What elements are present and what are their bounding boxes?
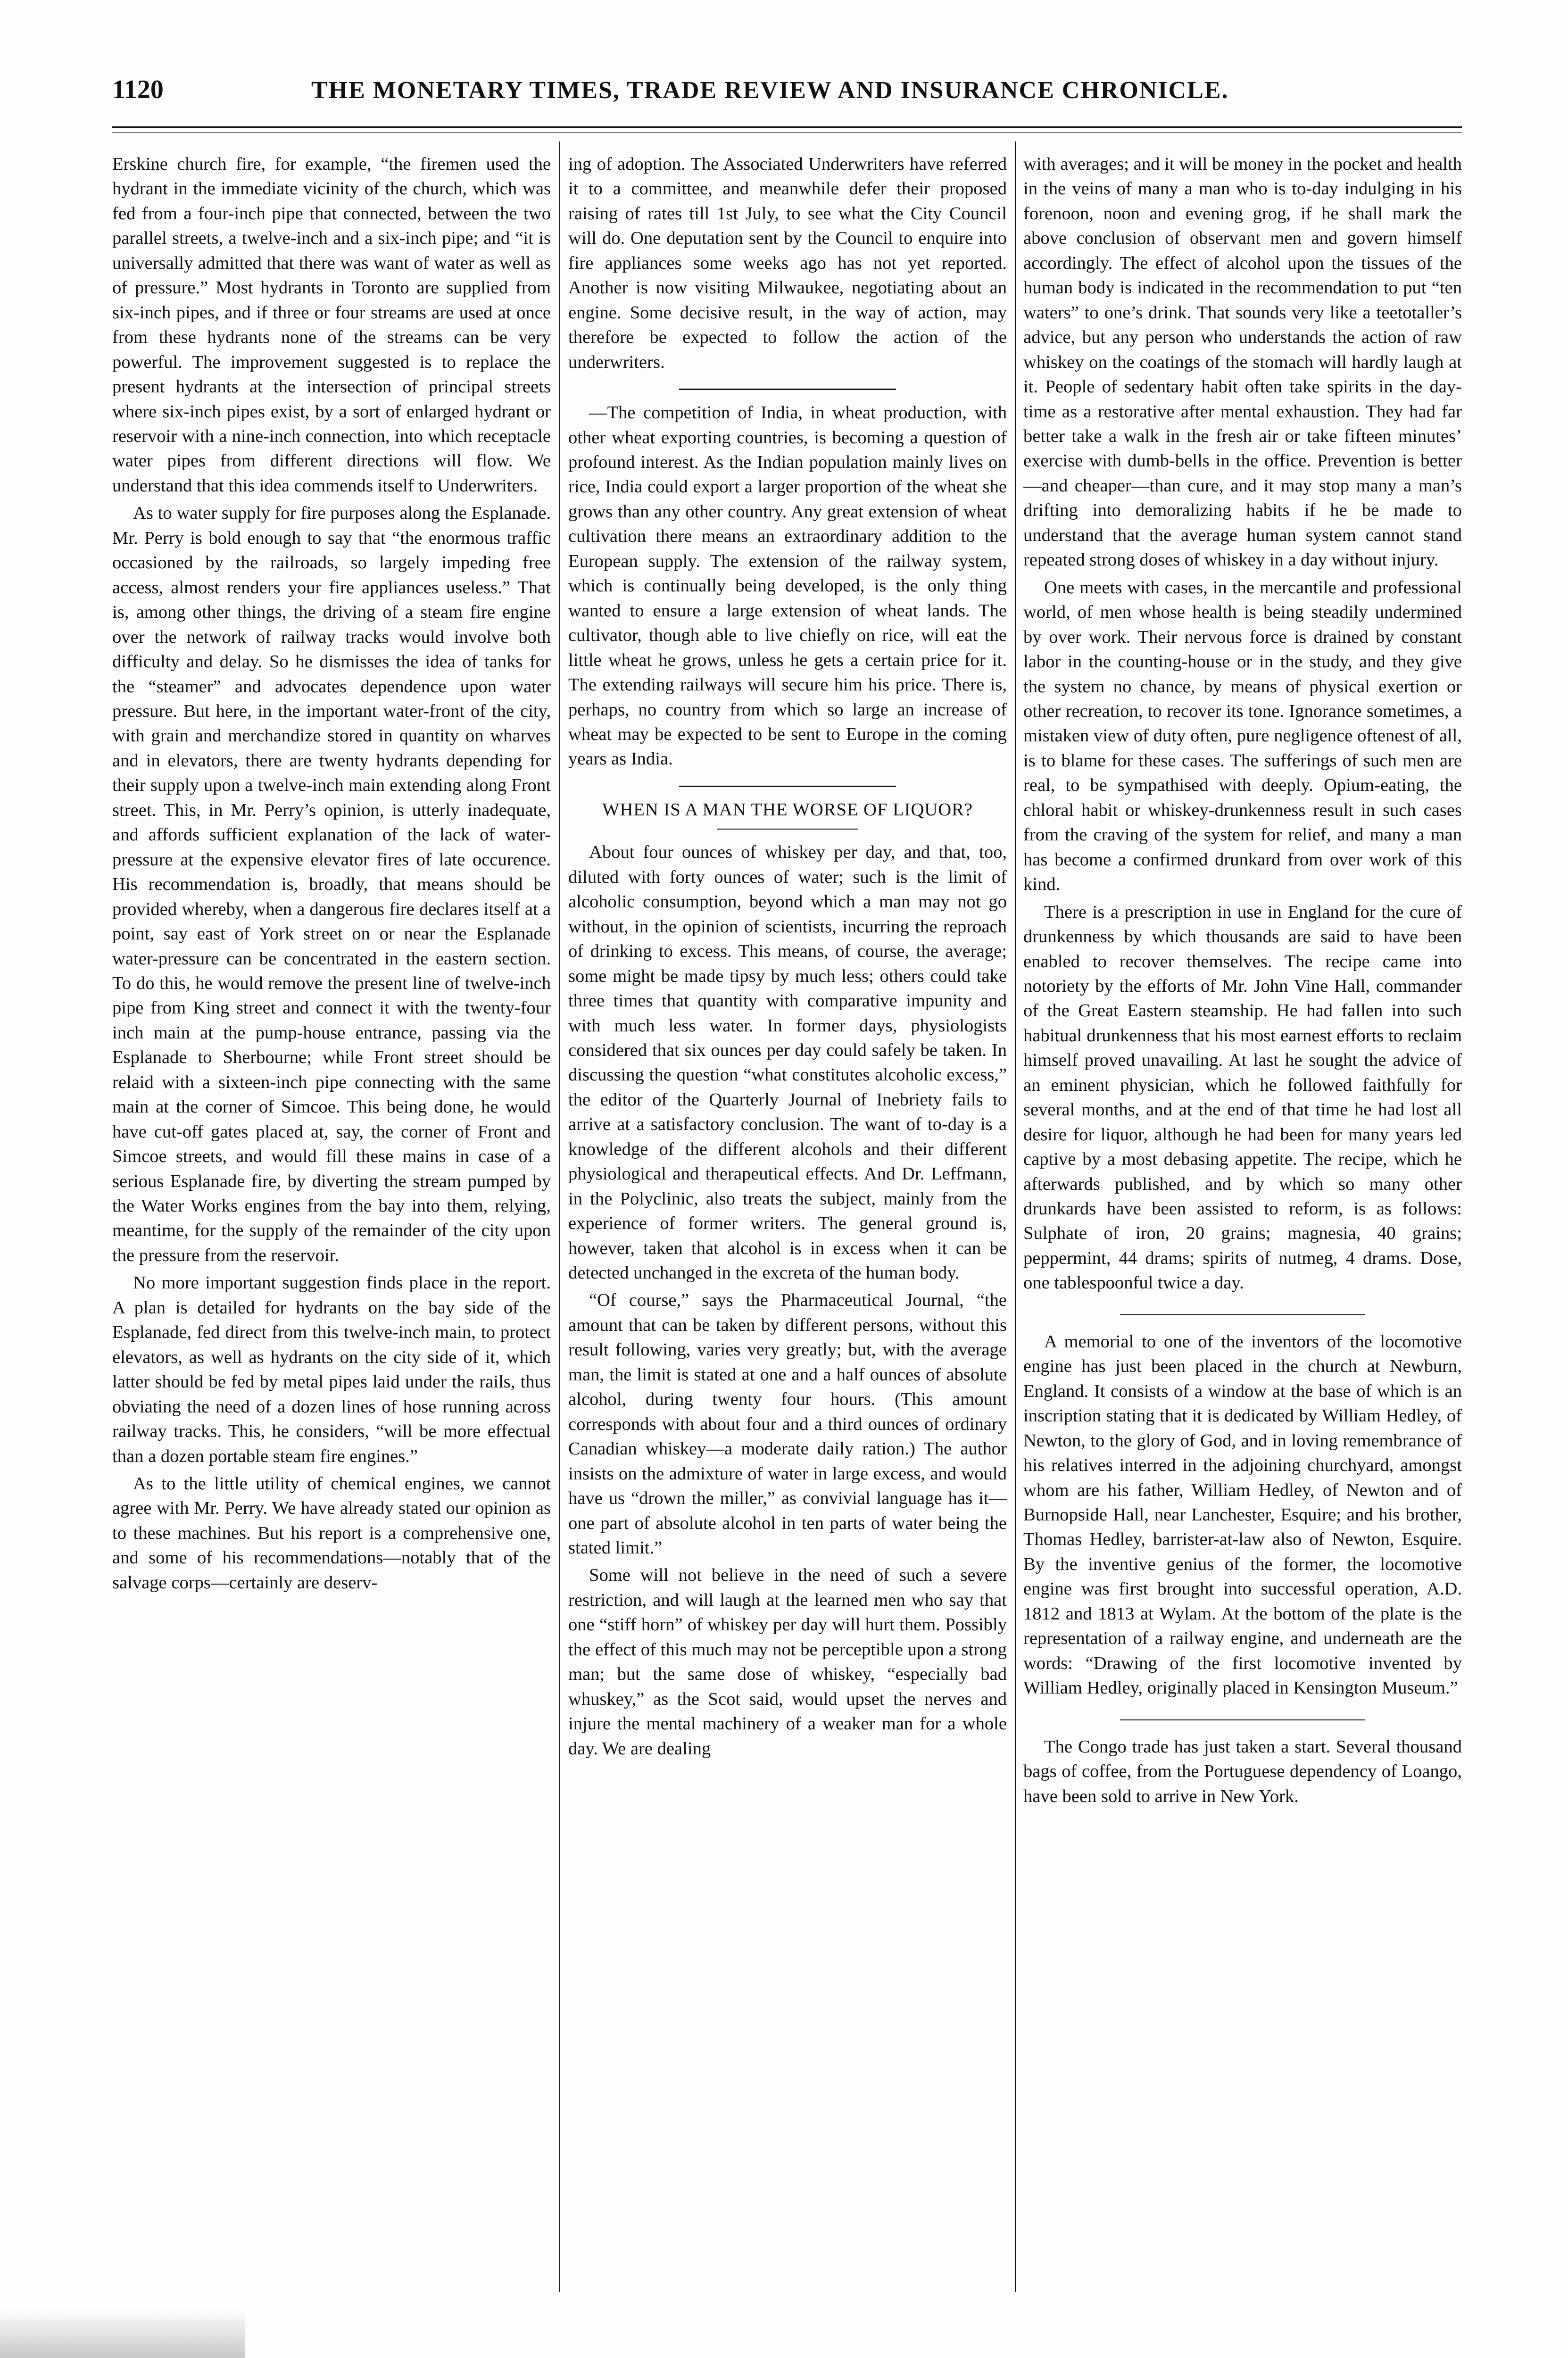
page-header bbox=[104, 71, 1467, 113]
article-paragraph: A memorial to one of the inventors of the locomotive engine has just been placed in the church at Newburn, England. It consists of a window at the base of which is an inscription stating that it is dedicated by William Hedley, of Newton, to the glory of God, and in loving remembrance of his relatives interred in the adjoining churchyard, amongst whom are his father, William Hedley, of Newton and of Burnopside Hall, near Lanchester, Esquire; and his brother, Thomas Hedley, barrister-at-law also of Newton, Esquire. By the inventive genius of the former, the locomotive engine was first brought into successful operation, A.D. 1812 and 1813 at Wylam. At the bottom of the plate is the representation of a railway engine, and underneath are the words: “Drawing of the first locomotive invented by William Hedley, originally placed in Kensington Museum.” bbox=[1023, 1331, 1462, 1698]
section-separator bbox=[679, 786, 896, 787]
section-separator bbox=[1120, 1314, 1365, 1315]
column-divider bbox=[1015, 141, 1016, 2292]
article-paragraph: “Of course,” says the Pharmaceutical Journal, “the amount that can be taken by different persons, without this result following, varies very greatly; but, with the average man, the limit is stated at one and a half ounces of absolute alcohol, during twenty four hours. (This amount corresponds with about four and a third ounces of ordinary Canadian whiskey—a moderate daily ration.) The author insists on the admixture of water in large excess, and would have us “drown the miller,” as convivial language has it—one part of absolute alcohol in ten parts of water being the stated limit.” bbox=[568, 1290, 1007, 1558]
article-paragraph: with averages; and it will be money in the pocket and health in the veins of many a man who is to-day indulging in his forenoon, noon and evening grog, if he shall mark the above conclusion of observant men and govern himself accordingly. The effect of alcohol upon the tissues of the human body is indicated in the recommendation to put “ten waters” to one’s drink. That sounds very like a teetotaller’s advice, but any person who understands the action of raw whiskey on the coatings of the stomach will hardly laugh at it. People of sedentary habit often take spirits in the day-time as a restorative after mental exhaustion. They had far better take a walk in the fresh air or take fifteen minutes’ exercise with dumb-bells in the office. Prevention is better—and cheaper—than cure, and it may stop many a man’s drifting into demoralizing habits if he be made to understand that the average human system cannot stand repeated strong doses of whiskey in a day without injury. bbox=[1023, 154, 1462, 570]
column-divider bbox=[559, 141, 560, 2292]
article-paragraph: About four ounces of whiskey per day, and that, too, diluted with forty ounces of water; such is the limit of alcoholic consumption, beyond which a man may not go without, in the opinion of scientists, incurring the reproach of drinking to excess. This means, of course, the average; some might be made tipsy by much less; others could take three times that quantity with comparative impunity and with much less water. In former days, physiologists considered that six ounces per day could safely be taken. In discussing the question “what constitutes alcoholic excess,” the editor of the Quarterly Journal of Inebriety fails to arrive at a satisfactory conclusion. The want of to-day is a knowledge of the different alcohols and their different physiological and therapeutical effects. And Dr. Leffmann, in the Polyclinic, also treats the subject, mainly from the experience of former writers. The general ground is, however, taken that alcohol is in excess when it can be detected unchanged in the excreta of the human body. bbox=[568, 842, 1007, 1283]
section-separator bbox=[679, 389, 896, 390]
header-rule-thin bbox=[112, 132, 1462, 133]
article-paragraph: —The competition of India, in wheat production, with other wheat exporting countries, is becoming a question of profound interest. As the Indian population mainly lives on rice, India could export a larger proportion of the wheat she grows than any other country. Any great extension of wheat cultivation there means an extraordinary addition to the European supply. The extension of the railway system, which is continually being developed, is the only thing wanted to ensure a large extension of wheat lands. The cultivator, though able to live chiefly on rice, will eat the little wheat he grows, unless he gets a certain price for it. The extending railways will secure him his price. There is, perhaps, no country from which so large an increase of wheat may be expected to be sent to Europe in the coming years as India. bbox=[568, 403, 1007, 769]
column-2 bbox=[568, 152, 1007, 2283]
article-paragraph: As to the little utility of chemical engines, we cannot agree with Mr. Perry. We have already stated our opinion as to these machines. But his report is a comprehensive one, and some of his recommendations—notably that of the salvage corps—certainly are deserv- bbox=[112, 1474, 551, 1593]
column-3 bbox=[1023, 152, 1462, 2283]
section-separator bbox=[1120, 1719, 1365, 1720]
article-paragraph: As to water supply for fire purposes along the Esplanade. Mr. Perry is bold enough to say that “the enormous traffic occasioned by the railroads, so largely impeding free access, almost renders your fire appliances useless.” That is, among other things, the driving of a steam fire engine over the network of railway tracks would involve both difficulty and delay. So he dismisses the idea of tanks for the “steamer” and advocates dependence upon water pressure. But here, in the important water-front of the city, with grain and merchandize stored in quantity on wharves and in elevators, there are twenty hydrants depending for their supply upon a twelve-inch main extending along Front street. This, in Mr. Perry’s opinion, is utterly inadequate, and affords sufficient explanation of the lack of water-pressure at the expensive elevator fires of late occurence. His recommendation is, broadly, that means should be provided whereby, when a dangerous fire declares itself at a point, say east of York street on or near the Esplanade water-pressure can be concentrated in the eastern section. To do this, he would remove the present line of twelve-inch pipe from King street and connect it with the twenty-four inch main at the pump-house entrance, passing via the Esplanade to Sherbourne; while Front street should be relaid with a sixteen-inch pipe connecting with the same main at the corner of Simcoe. This being done, he would have cut-off gates placed at, say, the corner of Front and Simcoe streets, and would fill these mains in case of a serious Esplanade fire, by diverting the stream pumped by the Water Works engines from the bay into them, relying, meantime, for the supply of the remainder of the city upon the pressure from the reservoir. bbox=[112, 503, 551, 1265]
header-rule bbox=[112, 126, 1462, 128]
article-paragraph: Some will not believe in the need of such a severe restriction, and will laugh at the learned men who say that one “stiff horn” of whiskey per day will hurt them. Possibly the effect of this much may not be perceptible upon a strong man; but the same dose of whiskey, “especially bad whuskey,” as the Scot said, would upset the nerves and injure the mental machinery of a weaker man for a whole day. We are dealing bbox=[568, 1565, 1007, 1759]
article-paragraph: Erskine church fire, for example, “the firemen used the hydrant in the immediate vicinity of the church, which was fed from a four-inch pipe that connected, between the two parallel streets, a twelve-inch and a six-inch pipe; and “it is universally admitted that there was want of water as well as of pressure.” Most hydrants in Toronto are supplied from six-inch pipes, and if three or four streams are used at once from these hydrants none of the streams can be very powerful. The improvement suggested is to replace the present hydrants at the intersection of principal streets where six-inch pipes exist, by a sort of enlarged hydrant or reservoir with a nine-inch connection, into which receptacle water pipes from different directions will flow. We understand that this idea commends itself to Underwriters. bbox=[112, 154, 551, 496]
running-title: THE MONETARY TIMES, TRADE REVIEW AND INSURANCE CHRONICLE. bbox=[311, 77, 1229, 104]
article-paragraph: The Congo trade has just taken a start. Several thousand bags of coffee, from the Portuguese dependency of Loango, have been sold to arrive in New York. bbox=[1023, 1736, 1462, 1806]
heading-underline bbox=[717, 829, 858, 830]
page-number: 1120 bbox=[112, 75, 164, 104]
article-paragraph: There is a prescription in use in England for the cure of drunkenness by which thousands are said to have been enabled to recover themselves. The recipe came into notoriety by the efforts of Mr. John Vine Hall, commander of the Great Eastern steamship. He had fallen into such habitual drunkenness that his most earnest efforts to reclaim himself proved unavailing. At last he sought the advice of an eminent physician, which he followed faithfully for several months, and at the end of that time he had lost all desire for liquor, although he had been for many years led captive by a most debasing appetite. The recipe, which he afterwards published, and by which so many other drunkards have been assisted to reform, is as follows: Sulphate of iron, 20 grains; magnesia, 40 grains; peppermint, 44 drams; spirits of nutmeg, 4 drams. Dose, one tablespoonful twice a day. bbox=[1023, 902, 1462, 1293]
article-paragraph: No more important suggestion finds place in the report. A plan is detailed for hydrants on the bay side of the Esplanade, fed direct from this twelve-inch main, to protect elevators, as well as hydrants on the city side of it, which latter should be fed by metal pipes laid under the rails, thus obviating the need of a dozen lines of hose running across railway tracks. This, he considers, “will be more effectual than a dozen portable steam fire engines.” bbox=[112, 1273, 551, 1466]
article-paragraph: ing of adoption. The Associated Underwriters have referred it to a committee, and meanwhile defer their proposed raising of rates till 1st July, to see what the City Council will do. One deputation sent by the Council to enquire into fire appliances some weeks ago has not yet reported. Another is now visiting Milwaukee, negotiating about an engine. Some decisive result, in the way of action, may therefore be expected to follow the action of the underwriters. bbox=[568, 154, 1007, 372]
column-1 bbox=[112, 152, 551, 2283]
article-heading: WHEN IS A MAN THE WORSE OF LIQUOR? bbox=[602, 799, 973, 820]
article-paragraph: One meets with cases, in the mercantile and professional world, of men whose health is being steadily undermined by over work. Their nervous force is drained by constant labor in the counting-house or in the study, and they give the system no chance, by means of physical exertion or other recreation, to recover its tone. Ignorance sometimes, a mistaken view of duty often, pure negligence oftenest of all, is to blame for these cases. The sufferings of such men are real, to be sympathised with deeply. Opium-eating, the chloral habit or whiskey-drunkenness result in such cases from the craving of the system for relief, and many a man has become a confirmed drunkard from over work of this kind. bbox=[1023, 577, 1462, 895]
scan-shadow bbox=[0, 2310, 245, 2358]
